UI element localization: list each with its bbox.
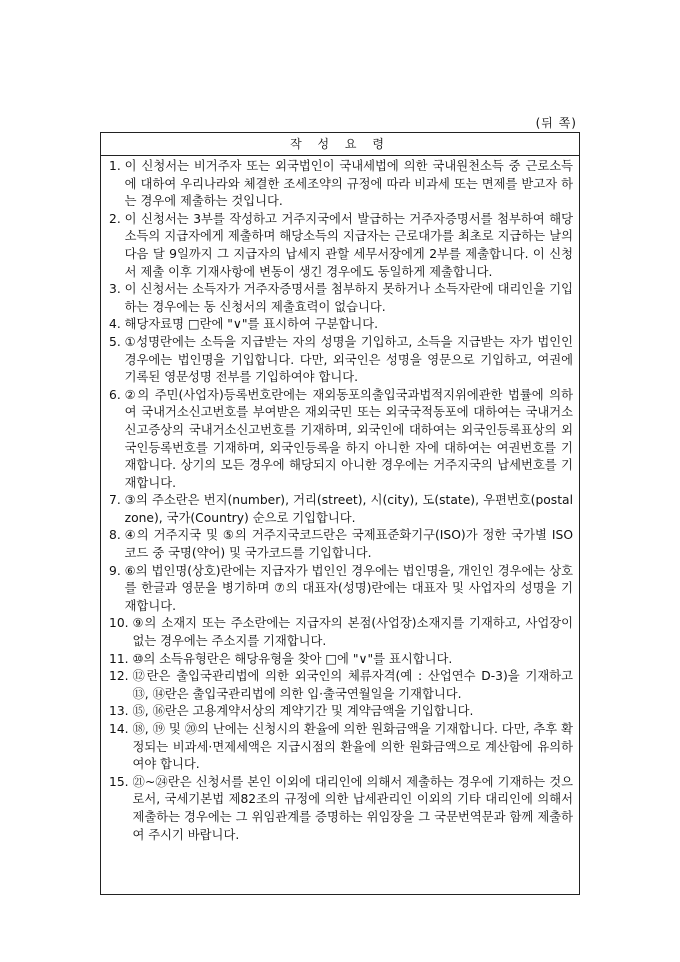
item-text: ⑨의 소재지 또는 주소란에는 지급자의 본점(사업장)소재지를 기재하고, 사업장이 없는 경우에는 주소지를 기재합니다. [132,616,573,649]
item-number: 3. [109,282,125,297]
item-number: 6. [109,387,125,402]
instruction-item-10 [109,615,573,650]
item-number: 4. [109,317,125,332]
item-number: 11. [109,651,133,666]
instruction-item-13 [109,703,573,721]
item-text: ④의 거주지국 및 ⑤의 거주지국코드란은 국제표준화기구(ISO)가 정한 국가별 ISO코드 중 국명(약어) 및 국가코드를 기입합니다. [124,528,573,561]
instructions-list [101,156,579,844]
instruction-item-14 [109,721,573,774]
instruction-item-6 [109,387,573,493]
item-text: ㉑~㉔란은 신청서를 본인 이외에 대리인에 의해서 제출하는 경우에 기재하는 것으로서, 국세기본법 제82조의 규정에 의한 납세관리인 이외의 기타 대리인에 의해서 제출하는 경우에는 그 위임관계를 증명하는 위임장을 그 국문번역문과 함께 제출하여 주시기 바랍니다. [132,774,573,842]
instruction-item-2 [109,211,573,281]
item-text: 이 신청서는 3부를 작성하고 거주지국에서 발급하는 거주자증명서를 첨부하여 해당소득의 지급자에게 제출하며 해당소득의 지급자는 근로대가를 최초로 지급하는 날의 다음 달 9일까지 그 지급자의 납세지 관할 세무서장에게 2부를 제출합니다. 이 신청서 제출 이후 기재사항에 변동이 생긴 경우에도 동일하게 제출합니다. [124,211,573,279]
item-text: 이 신청서는 소득자가 거주자증명서를 첨부하지 못하거나 소득자란에 대리인을 기입하는 경우에는 동 신청서의 제출효력이 없습니다. [124,282,573,314]
item-text: ③의 주소란은 번지(number), 거리(street), 시(city), 도(state), 우편번호(postal zone), 국가(Country) 순으로 기입합니다. [124,493,573,525]
item-number: 13. [109,704,133,719]
item-number: 2. [109,211,125,226]
instruction-item-15 [109,774,573,844]
instruction-item-11 [109,651,573,669]
item-number: 10. [109,616,133,631]
item-text: 해당자료명 □란에 "∨"를 표시하여 구분합니다. [124,317,379,332]
item-text: ①성명란에는 소득을 지급받는 자의 성명을 기입하고, 소득을 지급받는 자가 법인인 경우에는 법인명을 기입합니다. 다만, 외국인은 성명을 영문으로 기입하고, 여권에 기록된 영문성명 전부를 기입하여야 합니다. [124,334,573,385]
item-number: 15. [109,774,133,789]
page-side-label: (뒤 쪽) [535,116,577,130]
instruction-item-3 [109,281,573,316]
item-number: 8. [109,528,125,543]
item-number: 1. [109,159,125,173]
item-text: ⑮, ⑯란은 고용계약서상의 계약기간 및 계약금액을 기입합니다. [132,704,474,719]
instruction-item-1 [109,158,573,211]
instructions-box [100,132,580,895]
item-number: 5. [109,334,125,349]
item-text: ⑫란은 출입국관리법에 의한 외국인의 체류자격(예 : 산업연수 D-3)을 기재하고 ⑬, ⑭란은 출입국관리법에 의한 입·출국연월일을 기재합니다. [132,669,573,701]
item-number: 14. [109,722,133,736]
instruction-item-9 [109,563,573,616]
item-text: ⑩의 소득유형란은 해당유형을 찾아 □에 "∨"를 표시합니다. [132,651,453,666]
item-text: ⑥의 법인명(상호)란에는 지급자가 법인인 경우에는 법인명을, 개인인 경우에는 상호를 한글과 영문을 병기하며 ⑦의 대표자(성명)란에는 대표자 및 사업자의 성명을 기재합니다. [124,563,573,613]
item-text: ⑱, ⑲ 및 ⑳의 난에는 신청시의 환율에 의한 원화금액을 기재합니다. 다만, 추후 확정되는 비과세·면제세액은 지급시점의 환율에 의한 원화금액으로 계산함에 유의하여야 합니다. [132,722,573,772]
item-number: 7. [109,493,125,508]
instruction-item-8 [109,527,573,562]
section-title: 작 성 요 령 [101,133,579,156]
instruction-item-4 [109,316,573,334]
item-text: ②의 주민(사업자)등록번호란에는 재외동포의출입국과법적지위에관한 법률에 의하여 국내거소신고번호를 부여받은 재외국민 또는 외국국적동포에 대하여는 국내거소신고증상의 국내거소신고번호를 기재하며, 외국인에 대하여는 외국인등록표상의 외국인등록번호를 기재하며, 외국인등록을 하지 아니한 자에 대하여는 여권번호를 기재합니다. 상기의 모든 경우에 해당되지 아니한 경우에는 거주지국의 납세번호를 기재합니다. [124,387,573,490]
instruction-item-7 [109,492,573,527]
item-text: 이 신청서는 비거주자 또는 외국법인이 국내세법에 의한 국내원천소득 중 근로소득에 대하여 우리나라와 체결한 조세조약의 규정에 따라 비과세 또는 면제를 받고자 하는 경우에 제출하는 것입니다. [124,159,573,209]
item-number: 9. [109,563,125,578]
instruction-item-5 [109,334,573,387]
item-number: 12. [109,669,133,684]
instruction-item-12 [109,668,573,703]
